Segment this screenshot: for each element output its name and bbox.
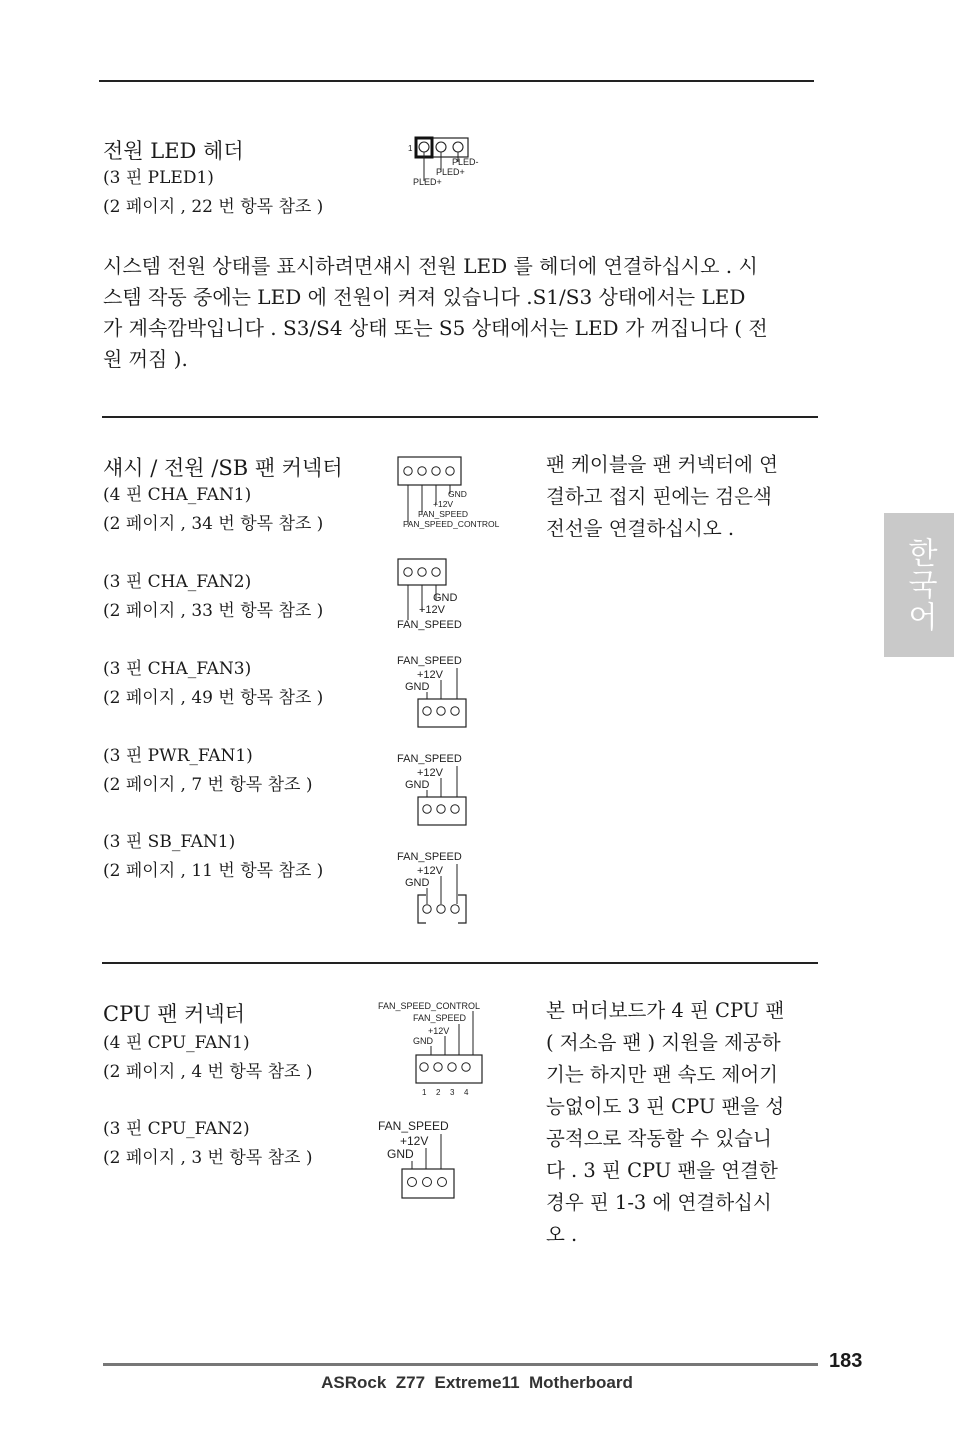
cha-fan1-pins: (4 핀 CHA_FAN1) [103, 485, 252, 505]
led-description-line: 가 계속깜박입니다 . S3/S4 상태 또는 S5 상태에서는 LED 가 꺼집니다 ( 전 [103, 316, 768, 340]
cha-fan3-ref: (2 페이지 , 49 번 항목 참조 ) [103, 688, 324, 708]
cpu-fan-description [546, 995, 826, 1251]
pwr-fan1-ref: (2 페이지 , 7 번 항목 참조 ) [103, 775, 313, 795]
fan-speed-label: FAN_SPEED [397, 851, 462, 863]
cpu-fan1-diagram [376, 998, 496, 1100]
pin-number: 1 [422, 1088, 427, 1097]
cha-fan2-diagram [396, 556, 486, 634]
cha-fan1-diagram [396, 454, 516, 536]
v12-label: +12V [433, 499, 454, 509]
v12-label: +12V [419, 604, 445, 616]
v12-label: +12V [417, 669, 443, 681]
led-header-title: 전원 LED 헤더 [103, 139, 244, 163]
cha-fan2-ref: (2 페이지 , 33 번 항목 참조 ) [103, 601, 324, 621]
v12-label: +12V [428, 1026, 450, 1036]
chassis-fan-description [546, 449, 826, 545]
pled-minus-label: PLED- [452, 157, 479, 167]
gnd-label: GND [387, 1147, 414, 1161]
chassis-description-line: 팬 케이블을 팬 커넥터에 연 [546, 453, 779, 476]
fan-speed-label: FAN_SPEED [397, 619, 462, 631]
footer-title: ASRock Z77 Extreme11 Motherboard [321, 1373, 633, 1392]
gnd-label: GND [405, 681, 430, 693]
led-description-line: 시스템 전원 상태를 표시하려면섀시 전원 LED 를 헤더에 연결하십시오 . 시 [103, 254, 758, 278]
fan-speed-label: FAN_SPEED [397, 655, 462, 667]
section-divider [102, 416, 818, 418]
fan-speed-label: FAN_SPEED [418, 509, 469, 519]
pin-number: 3 [450, 1088, 455, 1097]
led-description-line: 스템 작동 중에는 LED 에 전원이 켜져 있습니다 .S1/S3 상태에서는 LED [103, 285, 746, 309]
chassis-description-line: 전선을 연결하십시오 . [546, 517, 735, 540]
pled-plus-label-a: PLED+ [436, 167, 465, 177]
chassis-fan-title: 섀시 / 전원 /SB 팬 커넥터 [103, 456, 343, 480]
v12-label: +12V [417, 767, 443, 779]
cha-fan3-diagram [396, 652, 486, 732]
pin-number: 2 [436, 1088, 441, 1097]
language-tab-label: 한국어 [902, 537, 937, 633]
fan-speed-label: FAN_SPEED [397, 753, 462, 765]
cpu-description-line: 본 머더보드가 4 핀 CPU 팬 [546, 999, 785, 1022]
gnd-label: GND [448, 489, 467, 499]
language-tab [884, 513, 954, 657]
cpu-description-line: 기는 하지만 팬 속도 제어기 [546, 1063, 779, 1086]
sb-fan1-pins: (3 핀 SB_FAN1) [103, 832, 236, 852]
led-description-line: 원 꺼짐 ). [103, 347, 188, 371]
top-divider [99, 80, 814, 82]
chassis-description-line: 결하고 접지 핀에는 검은색 [546, 485, 772, 508]
pled-plus-label-b: PLED+ [413, 177, 442, 187]
cpu-description-line: 능없이도 3 핀 CPU 팬을 성 [546, 1095, 785, 1118]
led-description [103, 251, 823, 375]
pwr-fan1-pins: (3 핀 PWR_FAN1) [103, 746, 253, 766]
cpu-fan1-ref: (2 페이지 , 4 번 항목 참조 ) [103, 1062, 313, 1082]
cpu-fan2-pins: (3 핀 CPU_FAN2) [103, 1119, 250, 1139]
cpu-description-line: 공적으로 작동할 수 있습니 [546, 1127, 772, 1150]
cpu-fan2-ref: (2 페이지 , 3 번 항목 참조 ) [103, 1148, 313, 1168]
v12-label: +12V [400, 1134, 429, 1148]
cha-fan3-pins: (3 핀 CHA_FAN3) [103, 659, 252, 679]
pled-connector-diagram [405, 134, 495, 190]
fan-speed-control-label: FAN_SPEED_CONTROL [378, 1001, 481, 1011]
gnd-label: GND [413, 1036, 433, 1046]
fan-speed-label: FAN_SPEED [378, 1119, 449, 1133]
gnd-label: GND [405, 877, 430, 889]
pwr-fan1-diagram [396, 750, 486, 830]
cpu-description-line: 다 . 3 핀 CPU 팬을 연결한 [546, 1159, 778, 1182]
cpu-description-line: 경우 핀 1-3 에 연결하십시 [546, 1191, 772, 1214]
page-number: 183 [829, 1350, 863, 1372]
cpu-description-line: ( 저소음 팬 ) 지원을 제공하 [546, 1031, 781, 1054]
cpu-fan2-diagram [376, 1116, 476, 1204]
cpu-description-line: 오 . [546, 1223, 578, 1246]
led-header-ref: (2 페이지 , 22 번 항목 참조 ) [103, 197, 324, 217]
pled-pin1-label: 1 [408, 144, 413, 153]
gnd-label: GND [433, 592, 458, 604]
cha-fan2-pins: (3 핀 CHA_FAN2) [103, 572, 252, 592]
led-header-pins: (3 핀 PLED1) [103, 168, 214, 188]
v12-label: +12V [417, 865, 443, 877]
sb-fan1-ref: (2 페이지 , 11 번 항목 참조 ) [103, 861, 324, 881]
pin-number: 4 [464, 1088, 469, 1097]
cha-fan1-ref: (2 페이지 , 34 번 항목 참조 ) [103, 514, 324, 534]
sb-fan1-diagram [396, 848, 486, 928]
fan-speed-control-label: FAN_SPEED_CONTROL [403, 519, 500, 529]
footer-divider [103, 1363, 818, 1366]
gnd-label: GND [405, 779, 430, 791]
fan-speed-label: FAN_SPEED [413, 1013, 467, 1023]
section-divider [102, 962, 818, 964]
cpu-fan-title: CPU 팬 커넥터 [103, 1002, 246, 1026]
cpu-fan1-pins: (4 핀 CPU_FAN1) [103, 1033, 250, 1053]
